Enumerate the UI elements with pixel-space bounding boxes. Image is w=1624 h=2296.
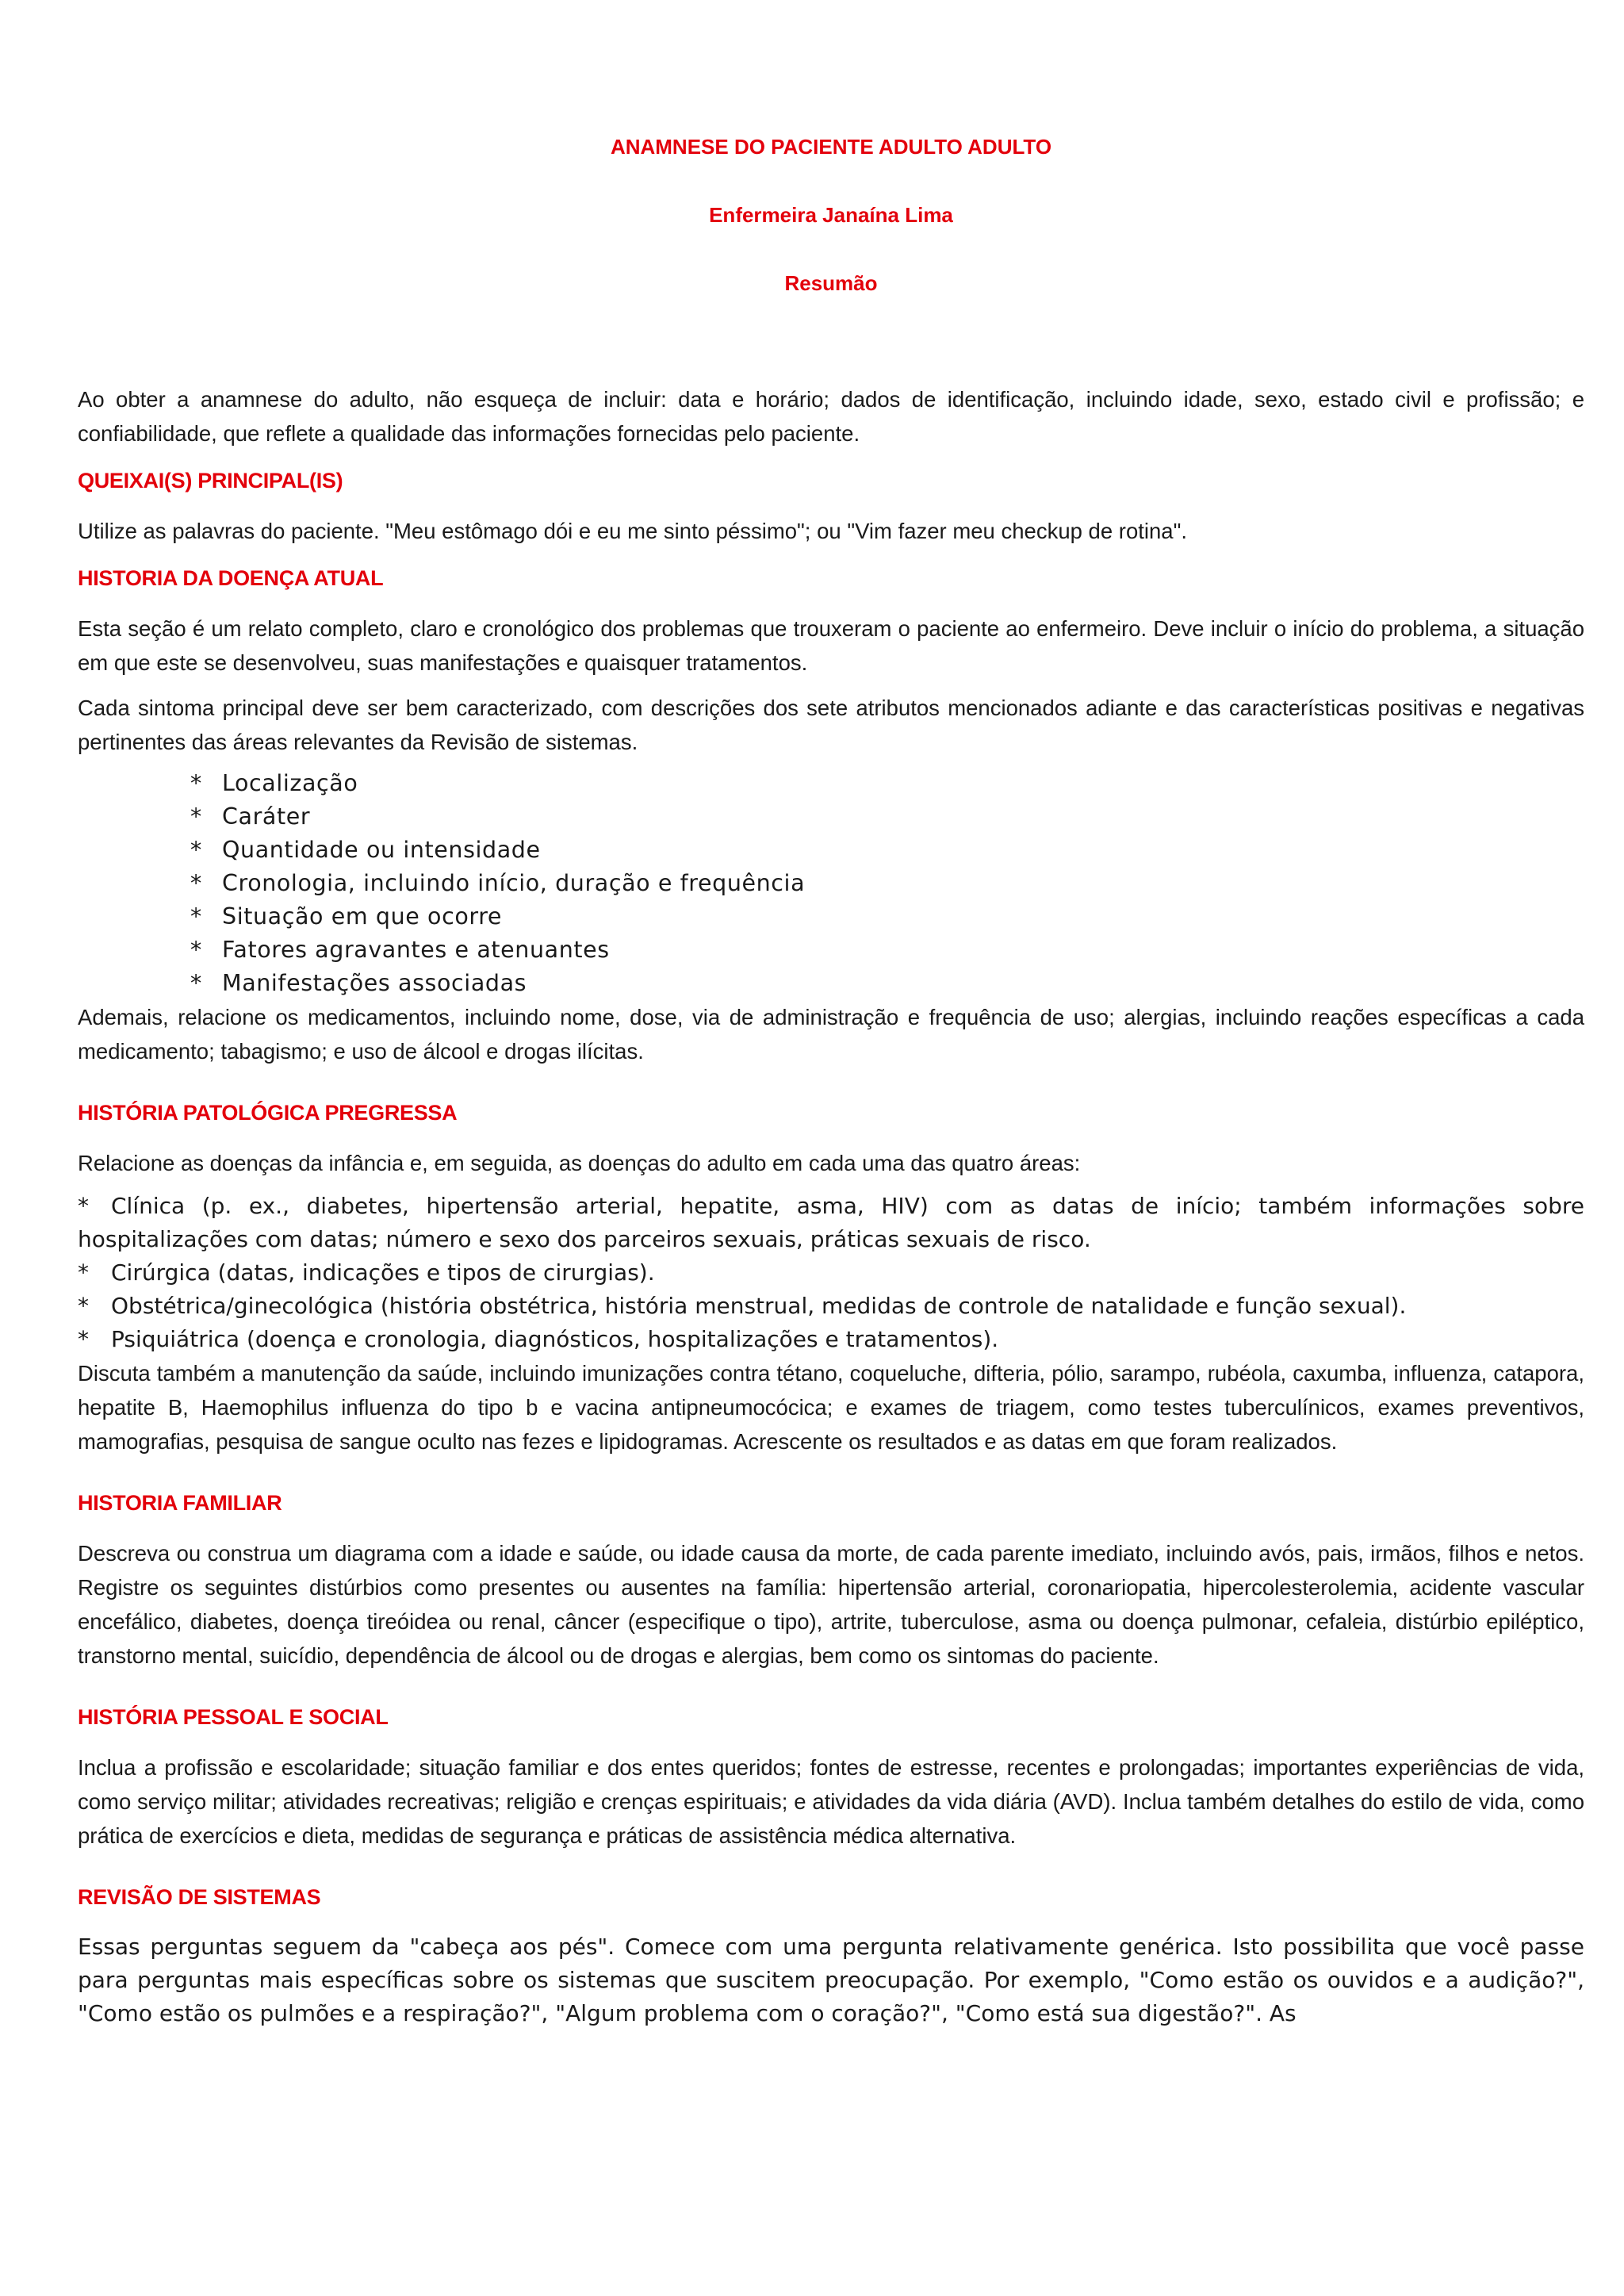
bullet-star: * xyxy=(78,1193,89,1219)
section-heading-hda: HISTORIA DA DOENÇA ATUAL xyxy=(78,566,384,590)
document-body xyxy=(78,133,1584,2030)
list-item: * Caráter xyxy=(190,800,1584,834)
list-item: * Fatores agravantes e atenuantes xyxy=(190,933,1584,967)
intro-paragraph: Ao obter a anamnese do adulto, não esqueça de incluir: data e horário; dados de identificação, incluindo idade, sexo, estado civil e profissão; e confiabilidade, que reflete a qualidade das informações fornecidas pelo paciente. xyxy=(78,387,1584,446)
document-subtitle: Resumão xyxy=(784,271,878,295)
hda-paragraph-3: Ademais, relacione os medicamentos, incluindo nome, dose, via de administração e frequência de uso; alergias, incluindo reações específicas a cada medicamento; tabagismo; e uso de álcool e drogas ilícitas. xyxy=(78,1005,1584,1064)
hpp-paragraph-1: Relacione as doenças da infância e, em seguida, as doenças do adulto em cada uma das quatro áreas: xyxy=(78,1151,1081,1175)
bullet-star: * xyxy=(78,1259,89,1286)
list-item: * Localização xyxy=(190,767,1584,800)
section-heading-pessoal: HISTÓRIA PESSOAL E SOCIAL xyxy=(78,1705,389,1729)
section-heading-revisao: REVISÃO DE SISTEMAS xyxy=(78,1885,321,1909)
list-item: * Situação em que ocorre xyxy=(190,900,1584,933)
bullet-star: * xyxy=(190,770,202,796)
bullet-star: * xyxy=(190,803,202,830)
list-item: * Cronologia, incluindo início, duração e frequência xyxy=(190,867,1584,900)
bullet-star: * xyxy=(78,1326,89,1352)
list-item: * Obstétrica/ginecológica (história obstétrica, história menstrual, medidas de controle de natalidade e função sexual). xyxy=(78,1290,1584,1323)
list-item: * Cirúrgica (datas, indicações e tipos de cirurgias). xyxy=(78,1256,1584,1290)
hda-paragraph-2: Cada sintoma principal deve ser bem caracterizado, com descrições dos sete atributos mencionados adiante e das características positivas e negativas pertinentes das áreas relevantes da Revisão de sistemas. xyxy=(78,696,1584,754)
bullet-star: * xyxy=(78,1293,89,1319)
bullet-star: * xyxy=(190,837,202,863)
queixa-paragraph: Utilize as palavras do paciente. "Meu estômago dói e eu me sinto péssimo"; ou "Vim fazer meu checkup de rotina". xyxy=(78,519,1187,543)
bullet-star: * xyxy=(190,937,202,963)
document-author: Enfermeira Janaína Lima xyxy=(709,203,953,227)
hpp-paragraph-2: Discuta também a manutenção da saúde, incluindo imunizações contra tétano, coqueluche, difteria, pólio, sarampo, rubéola, caxumba, influenza, catapora, hepatite B, Haemophilus influenza do tipo b e vacina antipneumocócica; e exames de triagem, como testes tuberculínicos, exames preventivos, mamografias, pesquisa de sangue oculto nas fezes e lipidogramas. Acrescente os resultados e as datas em que foram realizados. xyxy=(78,1361,1584,1454)
list-item: * Psiquiátrica (doença e cronologia, diagnósticos, hospitalizações e tratamentos). xyxy=(78,1323,1584,1356)
bullet-star: * xyxy=(190,903,202,930)
bullet-star: * xyxy=(190,870,202,896)
list-item: * Manifestações associadas xyxy=(190,967,1584,1000)
section-heading-queixa: QUEIXAI(S) PRINCIPAL(IS) xyxy=(78,469,343,493)
list-item: * Quantidade ou intensidade xyxy=(190,834,1584,867)
bullet-star: * xyxy=(190,970,202,996)
areas-list xyxy=(78,1190,1584,1356)
section-heading-hpp: HISTÓRIA PATOLÓGICA PREGRESSA xyxy=(78,1101,458,1125)
hda-paragraph-1: Esta seção é um relato completo, claro e cronológico dos problemas que trouxeram o paciente ao enfermeiro. Deve incluir o início do problema, a situação em que este se desenvolveu, suas manifestações e quaisquer tratamentos. xyxy=(78,616,1584,675)
familiar-paragraph: Descreva ou construa um diagrama com a idade e saúde, ou idade causa da morte, de cada parente imediato, incluindo avós, pais, irmãos, filhos e netos. Registre os seguintes distúrbios como presentes ou ausentes na família: hipertensão arterial, coronariopatia, hipercolesterolemia, acidente vascular encefálico, diabetes, doença tireóidea ou renal, câncer (especifique o tipo), artrite, tuberculose, asma ou doença pulmonar, cefaleia, distúrbio epiléptico, transtorno mental, suicídio, dependência de álcool ou de drogas e alergias, bem como os sintomas do paciente. xyxy=(78,1541,1584,1668)
pessoal-paragraph: Inclua a profissão e escolaridade; situação familiar e dos entes queridos; fontes de estresse, recentes e prolongadas; importantes experiências de vida, como serviço militar; atividades recreativas; religião e crenças espirituais; e atividades da vida diária (AVD). Inclua também detalhes do estilo de vida, como prática de exercícios e dieta, medidas de segurança e práticas de assistência médica alternativa. xyxy=(78,1755,1584,1848)
section-heading-familiar: HISTORIA FAMILIAR xyxy=(78,1491,282,1515)
revisao-paragraph: Essas perguntas seguem da "cabeça aos pés". Comece com uma pergunta relativamente genérica. Isto possibilita que você passe para perguntas mais específicas sobre os sistemas que suscitem preocupação. Por exemplo, "Como estão os ouvidos e a audição?", "Como estão os pulmões e a respiração?", "Algum problema com o coração?", "Como está sua digestão?". As xyxy=(78,1934,1584,2026)
document-title: ANAMNESE DO PACIENTE ADULTO ADULTO xyxy=(610,135,1052,159)
list-item: * Clínica (p. ex., diabetes, hipertensão arterial, hepatite, asma, HIV) com as datas de início; também informações sobre hospitalizações com datas; número e sexo dos parceiros sexuais, práticas sexuais de risco. xyxy=(78,1190,1584,1256)
attributes-list xyxy=(190,767,1584,1000)
